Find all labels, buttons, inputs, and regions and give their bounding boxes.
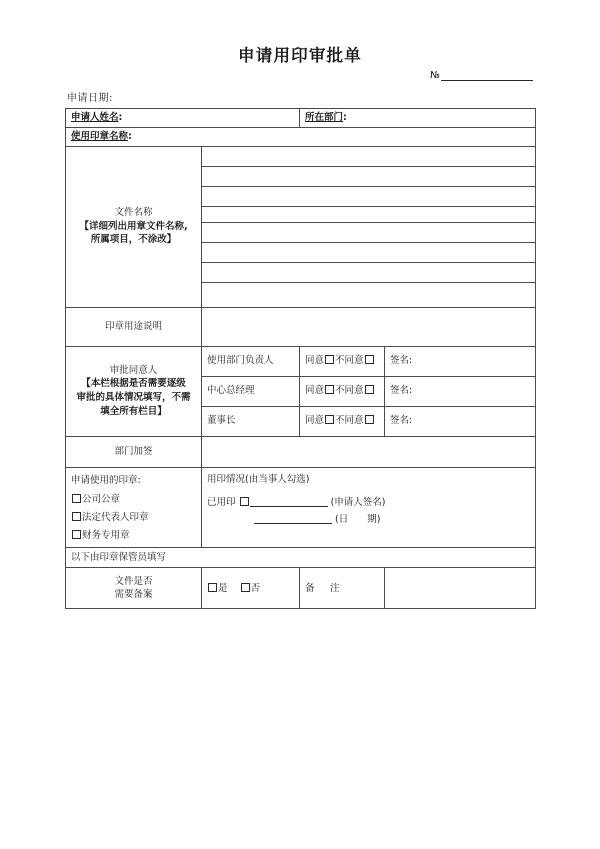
- table-row-applicant: [66, 109, 536, 128]
- approval-signature-cell[interactable]: [385, 406, 536, 436]
- disagree-label: 不同意: [335, 355, 364, 367]
- seal-used-label: 已用印: [207, 497, 236, 509]
- table-row-document-name-1: [66, 146, 536, 166]
- document-name-write-row[interactable]: [202, 242, 536, 262]
- record-required-label-line2: 需要备案: [114, 589, 153, 601]
- remark-value[interactable]: [385, 568, 536, 609]
- approval-label-line2: 【本栏根据是否需要逐级: [81, 378, 186, 390]
- table-row-seal-purpose: [66, 307, 536, 346]
- seal-name-cell[interactable]: [66, 127, 536, 146]
- document-name-write-row[interactable]: [202, 262, 536, 282]
- applicant-signature-label: (申请人签名): [330, 497, 386, 509]
- agree-label: 同意: [305, 355, 325, 367]
- agree-checkbox[interactable]: [325, 385, 334, 394]
- document-name-write-row[interactable]: [202, 206, 536, 222]
- agree-label: 同意: [305, 385, 325, 397]
- approval-signature-cell[interactable]: [385, 376, 536, 406]
- seal-usage-left-header: 申请使用的印章:: [71, 474, 141, 486]
- document-name-write-row[interactable]: [202, 166, 536, 186]
- disagree-label: 不同意: [335, 415, 364, 427]
- approval-label-line1: 审批同意人: [109, 364, 158, 376]
- record-yes-label: 是: [218, 582, 228, 594]
- document-name-label-line2: 【详细列出用章文件名称,: [79, 220, 188, 232]
- signature-label: 签名:: [390, 355, 413, 367]
- seal-option-finance-checkbox[interactable]: [72, 530, 81, 539]
- disagree-checkbox[interactable]: [365, 385, 374, 394]
- seal-usage-left-cell: [66, 467, 202, 547]
- disagree-label: 不同意: [335, 385, 364, 397]
- agree-checkbox[interactable]: [325, 415, 334, 424]
- table-row-record: [66, 568, 536, 609]
- record-required-label-line1: 文件是否: [114, 575, 153, 587]
- seal-usage-right-cell: [202, 467, 536, 547]
- approval-role: 中心总经理: [202, 376, 300, 406]
- seal-used-checkbox[interactable]: [240, 497, 249, 506]
- applicant-dept-cell[interactable]: [300, 109, 536, 128]
- agree-checkbox[interactable]: [325, 355, 334, 364]
- record-required-label: [66, 568, 202, 609]
- page-title: 申请用印审批单: [238, 46, 362, 65]
- approval-role: 使用部门负责人: [202, 346, 300, 376]
- applicant-name-cell[interactable]: [66, 109, 300, 128]
- seal-option-finance-label: 财务专用章: [82, 529, 130, 541]
- seal-used-row[interactable]: [207, 495, 530, 512]
- applicant-name-colon: :: [118, 112, 123, 123]
- approval-form-table: [65, 108, 536, 609]
- signature-label: 签名:: [390, 415, 413, 427]
- disagree-checkbox[interactable]: [365, 415, 374, 424]
- table-row-seal-usage: [66, 467, 536, 547]
- seal-name-label: 使用印章名称: [71, 130, 129, 142]
- record-options-cell[interactable]: [202, 568, 300, 609]
- seal-option-company-label: 公司公章: [82, 493, 121, 505]
- keeper-notice-text: 以下由印章保管员填写: [66, 547, 536, 568]
- seal-option-legal-rep-label: 法定代表人印章: [82, 511, 149, 523]
- table-row-dept-countersign: [66, 436, 536, 467]
- document-name-label-line1: 文件名称: [114, 206, 153, 218]
- seal-purpose-label: 印章用途说明: [66, 307, 202, 346]
- seal-option-company[interactable]: [71, 491, 196, 509]
- seal-date-rule[interactable]: [254, 514, 332, 524]
- document-name-label: [66, 146, 202, 307]
- dept-countersign-value[interactable]: [202, 436, 536, 467]
- seal-date-label: (日 期): [335, 513, 381, 525]
- applicant-dept-colon: :: [343, 112, 347, 123]
- dept-countersign-label: 部门加签: [66, 436, 202, 467]
- seal-purpose-value[interactable]: [202, 307, 536, 346]
- approval-label-line3: 审批的具体情况填写，不需: [76, 392, 191, 404]
- record-no-label: 否: [250, 582, 261, 594]
- approval-role: 董事长: [202, 406, 300, 436]
- approval-label-line4: 填全所有栏目】: [100, 405, 167, 417]
- seal-option-legal-rep[interactable]: [71, 509, 196, 527]
- record-yes-checkbox[interactable]: [208, 583, 217, 592]
- applicant-signature-rule[interactable]: [250, 497, 328, 507]
- apply-date-label: 申请日期:: [67, 93, 113, 104]
- document-name-write-row[interactable]: [202, 186, 536, 206]
- approval-decision-cell[interactable]: [300, 346, 385, 376]
- serial-number-field[interactable]: [430, 70, 533, 81]
- seal-name-colon: :: [128, 130, 132, 142]
- document-name-write-row[interactable]: [202, 146, 536, 166]
- serial-number-label: №: [430, 70, 440, 81]
- serial-number-rule[interactable]: [441, 71, 533, 81]
- agree-label: 同意: [305, 415, 325, 427]
- seal-option-company-checkbox[interactable]: [72, 494, 81, 503]
- approval-signature-cell[interactable]: [385, 346, 536, 376]
- seal-date-row[interactable]: [207, 512, 530, 529]
- table-row-approval-1: [66, 346, 536, 376]
- applicant-dept-label: 所在部门: [305, 112, 344, 123]
- seal-option-legal-rep-checkbox[interactable]: [72, 512, 81, 521]
- document-name-write-row[interactable]: [202, 222, 536, 242]
- table-row-keeper-notice: [66, 547, 536, 568]
- applicant-name-label: 申请人姓名: [71, 112, 119, 123]
- approval-decision-cell[interactable]: [300, 406, 385, 436]
- signature-label: 签名:: [390, 385, 413, 397]
- seal-usage-right-header: 用印情况(由当事人勾选): [207, 473, 310, 485]
- document-name-write-row[interactable]: [202, 282, 536, 307]
- seal-option-finance[interactable]: [71, 527, 196, 545]
- remark-label: 备 注: [300, 568, 385, 609]
- record-no-checkbox[interactable]: [241, 583, 250, 592]
- approval-decision-cell[interactable]: [300, 376, 385, 406]
- document-name-label-line3: 所属项目，不涂改】: [90, 234, 177, 246]
- disagree-checkbox[interactable]: [365, 355, 374, 364]
- table-row-seal-name: [66, 127, 536, 146]
- approval-section-label: [66, 346, 202, 436]
